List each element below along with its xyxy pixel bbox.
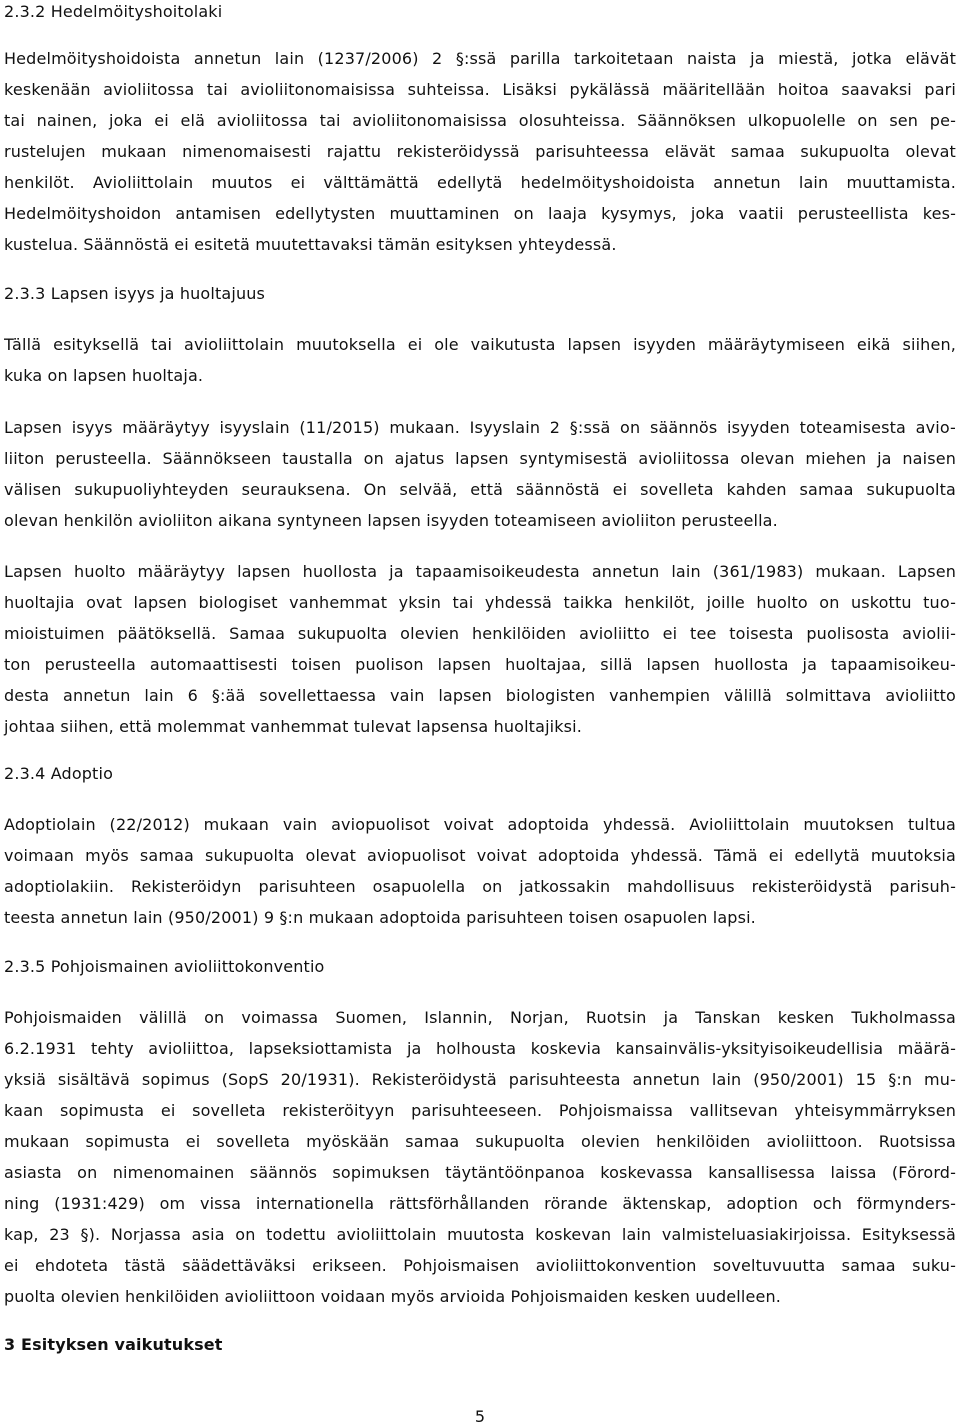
text-line: ning (1931:429) om vissa internationella rättsförhållanden rörande äktenskap, adoption och förmynders- — [4, 1194, 956, 1213]
text-line: teesta annetun lain (950/2001) 9 §:n mukaan adoptoida parisuhteen toisen osapuolen lapsi. — [4, 908, 756, 927]
page-number: 5 — [474, 1407, 486, 1426]
text-line: välisen sukupuoliyhteyden seurauksena. On selvää, että säännöstä ei sovelleta kahden samaa sukupuolta — [4, 480, 956, 499]
text-line: Adoptiolain (22/2012) mukaan vain aviopuolisot voivat adoptoida yhdessä. Avioliittolain muutoksen tultua — [4, 815, 956, 834]
text-line: kaan sopimusta ei sovelleta rekisteröityyn parisuhteeseen. Pohjoismaissa vallitsevan yhteisymmärryksen — [4, 1101, 956, 1120]
section-heading: 2.3.2 Hedelmöityshoitolaki — [4, 2, 223, 21]
text-line: ton perusteella automaattisesti toisen puolison lapsen huoltajaa, sillä lapsen huollosta ja tapaamisoikeu- — [4, 655, 956, 674]
text-line: asiasta on nimenomainen säännös sopimuksen täytäntöönpanoa koskevassa kansallisessa laissa (Förord- — [4, 1163, 956, 1182]
text-line: olevan henkilön avioliiton aikana syntyneen lapsen isyyden toteamiseen avioliiton perusteella. — [4, 511, 778, 530]
text-line: Pohjoismaiden välillä on voimassa Suomen, Islannin, Norjan, Ruotsin ja Tanskan kesken Tukholmassa — [4, 1008, 956, 1027]
text-line: johtaa siihen, että molemmat vanhemmat tulevat lapsensa huoltajiksi. — [4, 717, 582, 736]
text-line: tai nainen, joka ei elä avioliitossa tai avioliitonomaisissa olosuhteissa. Säännöksen ulkopuolelle on sen pe- — [4, 111, 956, 130]
text-line: henkilöt. Avioliittolain muutos ei välttämättä edellytä hedelmöityshoidoista annetun lain muuttamista. — [4, 173, 956, 192]
text-line: keskenään avioliitossa tai avioliitonomaisissa suhteissa. Lisäksi pykälässä määritellään hoitoa saavaksi pari — [4, 80, 956, 99]
text-line: desta annetun lain 6 §:ää sovellettaessa vain lapsen biologisten vanhempien välillä solmittava avioliitto — [4, 686, 956, 705]
text-line: kuka on lapsen huoltaja. — [4, 366, 204, 385]
text-line: mukaan sopimusta ei sovelleta myöskään samaa sukupuolta olevien henkilöiden avioliittoon. Ruotsissa — [4, 1132, 956, 1151]
chapter-heading: 3 Esityksen vaikutukset — [4, 1335, 223, 1354]
section-heading: 2.3.3 Lapsen isyys ja huoltajuus — [4, 284, 266, 303]
section-heading: 2.3.4 Adoptio — [4, 764, 114, 783]
text-line: yksiä sisältävä sopimus (SopS 20/1931). Rekisteröidystä parisuhteesta annetun lain (950/2001) 15 §:n mu- — [4, 1070, 956, 1089]
text-line: ei ehdoteta tästä säädettäväksi erikseen. Pohjoismaisen avioliittokonvention soveltuvuutta samaa suku- — [4, 1256, 956, 1275]
text-line: puolta olevien henkilöiden avioliittoon voidaan myös arvioida Pohjoismaiden kesken uudelleen. — [4, 1287, 781, 1306]
text-line: adoptiolakiin. Rekisteröidyn parisuhteen osapuolella on jatkossakin mahdollisuus rekisteröidystä parisuh- — [4, 877, 956, 896]
text-line: Lapsen isyys määräytyy isyyslain (11/2015) mukaan. Isyyslain 2 §:ssä on säännös isyyden toteamisesta avio- — [4, 418, 956, 437]
text-line: huoltajia ovat lapsen biologiset vanhemmat yksin tai yhdessä taikka henkilöt, joille huolto on uskottu tuo- — [4, 593, 956, 612]
text-line: voimaan myös samaa sukupuolta olevat aviopuolisot voivat adoptoida yhdessä. Tämä ei edellytä muutoksia — [4, 846, 956, 865]
text-line: liiton perusteella. Säännökseen taustalla on ajatus lapsen syntymisestä avioliitossa olevan miehen ja naisen — [4, 449, 956, 468]
text-line: Tällä esityksellä tai avioliittolain muutoksella ei ole vaikutusta lapsen isyyden määräytymiseen eikä siihen, — [4, 335, 956, 354]
text-line: Hedelmöityshoidon antamisen edellytysten muuttaminen on laaja kysymys, joka vaatii perusteellista kes- — [4, 204, 956, 223]
text-line: kap, 23 §). Norjassa asia on todettu avioliittolain muutosta koskevan lain valmisteluasiakirjoissa. Esityksessä — [4, 1225, 956, 1244]
text-line: Lapsen huolto määräytyy lapsen huollosta ja tapaamisoikeudesta annetun lain (361/1983) mukaan. Lapsen — [4, 562, 956, 581]
section-heading: 2.3.5 Pohjoismainen avioliittokonventio — [4, 957, 325, 976]
text-line: kustelua. Säännöstä ei esitetä muutettavaksi tämän esityksen yhteydessä. — [4, 235, 617, 254]
text-line: Hedelmöityshoidoista annetun lain (1237/2006) 2 §:ssä parilla tarkoitetaan naista ja miestä, jotka elävät — [4, 49, 956, 68]
text-line: 6.2.1931 tehty avioliittoa, lapseksiottamista ja holhousta koskevia kansainvälis-yksityisoikeudellisia määrä- — [4, 1039, 956, 1058]
text-line: mioistuimen päätöksellä. Samaa sukupuolta olevien henkilöiden avioliitto ei tee toisesta puolisosta aviolii- — [4, 624, 956, 643]
text-line: rustelujen mukaan nimenomaisesti rajattu rekisteröidyssä parisuhteessa elävät samaa sukupuolta olevat — [4, 142, 956, 161]
